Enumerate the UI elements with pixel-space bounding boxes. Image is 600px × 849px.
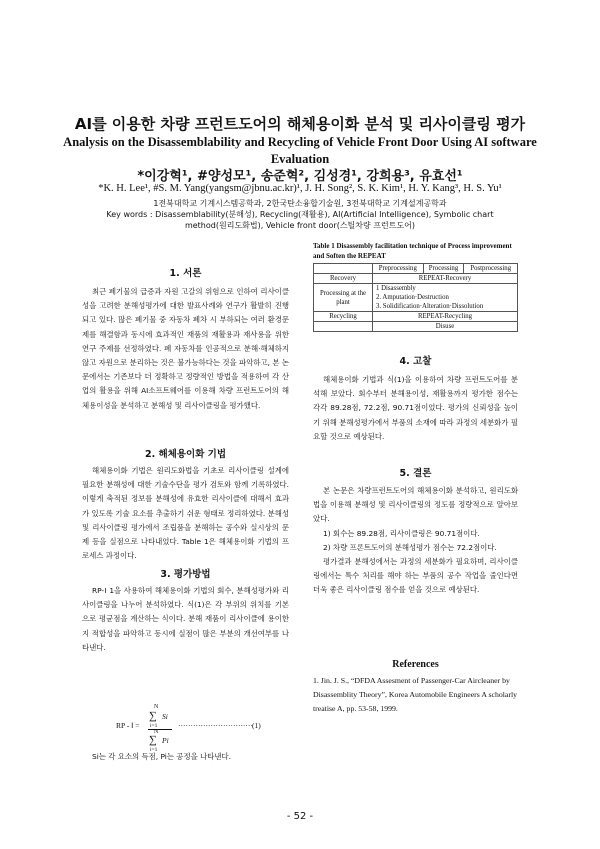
heading-discussion: 4. 고찰	[399, 356, 432, 367]
equation-denominator: Pi	[162, 736, 169, 745]
method-paragraph: 해체용이화 기법은 원리도화법을 기초로 리사이클링 설계에 필요한 분해성에 대한 기술수단을 평가 검토와 함께 기록하였다. 이렇게 축적된 정보를 분해성에 유효한 리사이클에 대해서 효과가 있도록 기술 요소를 추출하기 쉬운 형태로 정리하였다. 분해성 및 리사이클링 평가에서 조립품을 분해하는 공수와 실시상의 문제 등을 실점으로 나타내었다. Table 1은 해체용이화 기법의 프로세스 과정이다.	[82, 466, 289, 561]
sum-upper-limit: N	[154, 704, 159, 710]
conclusion-item-1: 1) 회수는 89.28점, 리사이클링은 90.71점이다.	[323, 528, 480, 538]
table-cell-line: 1 Disassembly	[376, 285, 416, 292]
table-1-caption: Table 1 Disassembly facilitation technique of Process improvement and Soften the REPEAT	[313, 242, 512, 260]
heading-introduction: 1. 서론	[169, 268, 202, 279]
equation-explanation	[82, 750, 289, 764]
fraction-bar	[148, 729, 172, 730]
conclusion-closing: 평가결과 분해성에서는 과정의 세분화가 필요하며, 리사이클링에서는 특수 처리를 해야 하는 부품의 공수 작업을 줄인다면 더욱 좋은 리사이클링 점수를 얻을 것으로 예상된다.	[313, 557, 518, 595]
equation-number: (1)	[252, 721, 261, 730]
equation-lhs: RP - Ⅰ =	[116, 721, 140, 730]
table-cell-line: 2. Amputation·Destruction	[376, 294, 449, 301]
table-header-row	[314, 264, 518, 274]
table-row	[314, 274, 518, 284]
paper-title-english: Analysis on the Disassemblability and Recycling of Vehicle Front Door Using AI software Evaluation	[63, 135, 537, 166]
paper-title-korean: AI를 이용한 차량 프런트도어의 해체용이화 분석 및 리사이클링 평가	[74, 115, 526, 133]
table-row	[314, 284, 518, 312]
method-body	[82, 464, 289, 563]
table-row	[314, 322, 518, 332]
table-row-label: Recovery	[314, 274, 373, 284]
heading-references: References	[392, 659, 439, 670]
conclusion-paragraph: 본 논문은 차량프런트도어의 해체용이화 분석하고, 원리도화법을 이용해 분해성 및 리사이클링의 정도를 정량적으로 알아보았다.	[313, 486, 518, 524]
table-row-label: Processing at the plant	[314, 284, 373, 312]
introduction-body	[82, 285, 289, 413]
sum-symbol-denominator: ∑	[149, 734, 157, 746]
sum-upper-limit-denominator: N	[154, 729, 159, 735]
table-cell-line: 3. Solidification·Alteration·Dissolution	[376, 303, 484, 310]
discussion-paragraph: 해체용이화 기법과 식(1)을 이용하여 차량 프런트도어를 분석해 보았다. 회수부터 분해용이성, 재활용까지 평가한 점수는 각각 89.28점, 72.2점, 90.71점이었다. 평가의 신뢰성을 높이기 위해 분해성평가에서 부품의 소재에 따라 과정의 세분화가 필요할 것으로 예상된다.	[313, 375, 518, 441]
equation-numerator: Si	[162, 712, 168, 721]
table-row	[314, 312, 518, 322]
table-row-label	[314, 322, 373, 332]
table-header-cell: Preprocessing	[373, 264, 424, 274]
affiliations: 1전북대학교 기계시스템공학과, 2한국탄소융합기술원, 3전북대학교 기계설계공학과	[153, 199, 447, 208]
table-row-label: Recycling	[314, 312, 373, 322]
discussion-body	[313, 373, 518, 444]
evaluation-body	[82, 584, 289, 655]
equation-explanation-text: Si는 각 요소의 득점, Pi는 공정을 나타낸다.	[92, 752, 231, 761]
reference-1: 1. Jin. J. S., “DFDA Assesment of Passenger-Car Aircleaner by Disassemblity Theory”, Korea Automobile Engineers A scholarly treatise A, pp. 53-58, 1999.	[313, 676, 518, 713]
table-cell: REPEAT-Recycling	[373, 312, 518, 322]
table-header-cell: Processing	[423, 264, 464, 274]
page-number: - 52 -	[286, 811, 314, 822]
heading-conclusion: 5. 결론	[399, 468, 432, 479]
table-cell	[373, 284, 518, 312]
equation-dots: ······························	[178, 721, 253, 730]
conclusion-body	[313, 484, 518, 598]
heading-method: 2. 해체용이화 기법	[144, 449, 227, 460]
introduction-paragraph: 최근 폐기물의 급증과 자원 고갈의 위험으로 인하여 리사이클성을 고려한 분해성평가에 대한 발표사례와 연구가 활발히 진행되고 있다. 많은 폐기물 중 자동차 폐차 시 부하되는 여러 환경문제를 해결함과 동시에 효과적인 재품의 재활용과 재사용을 위한 연구 주제를 선정하였다. 폐 자동차를 인공적으로 분해·해체하지 않고 자원으로 분리하는 것은 불가능하다는 것을 파악하고, 본 논문에서는 기존보다 더 정확하고 정량적인 방법을 적용하여 각 산업의 활용을 위해 AI소프트웨어를 이용해 차량 프런트도어의 해체용이성을 분석하고 분해성 및 리사이클링을 평가했다.	[82, 287, 289, 410]
table-cell: REPEAT-Recovery	[373, 274, 518, 284]
authors-english: *K. H. Lee¹, #S. M. Yang(yangsm@jbnu.ac.kr)¹, J. H. Song², S. K. Kim¹, H. Y. Kang³, H. S. Yu¹	[98, 183, 502, 194]
evaluation-paragraph: RP-Ⅰ 1을 사용하여 해체용이화 기법의 회수, 분해성평가와 리사이클링을 나누어 분석하였다. 식(1)은 각 부위의 위치를 기본으로 평균점을 계산하는 식이다. 분해 재품이 리사이클에 용이한지 적합성을 파악하고 동시에 실점이 많은 부분의 개선여부를 나타낸다.	[82, 586, 289, 652]
sum-lower-limit-denominator: i=1	[150, 747, 158, 753]
heading-evaluation: 3. 평가방법	[160, 569, 211, 580]
table-header-cell	[314, 264, 373, 274]
table-header-cell: Postprocessing	[464, 264, 518, 274]
sum-symbol: ∑	[149, 710, 157, 722]
sum-lower-limit: i=1	[150, 723, 158, 729]
table-cell: Disuse	[373, 322, 518, 332]
conclusion-item-2: 2) 차량 프론트도어의 분해성평가 점수는 72.2점이다.	[323, 542, 497, 552]
authors-korean: *이강혁¹, #양성모¹, 송준혁², 김성경¹, 강희용³, 유효선¹	[137, 169, 463, 184]
table-1	[313, 263, 518, 332]
keywords: Key words : Disassemblability(분해성), Recycling(재활용), AI(Artificial Intelligence), Symbolic chart method(원리도화법), Vehicle front door(스틸차량 프런트도어)	[106, 210, 494, 230]
